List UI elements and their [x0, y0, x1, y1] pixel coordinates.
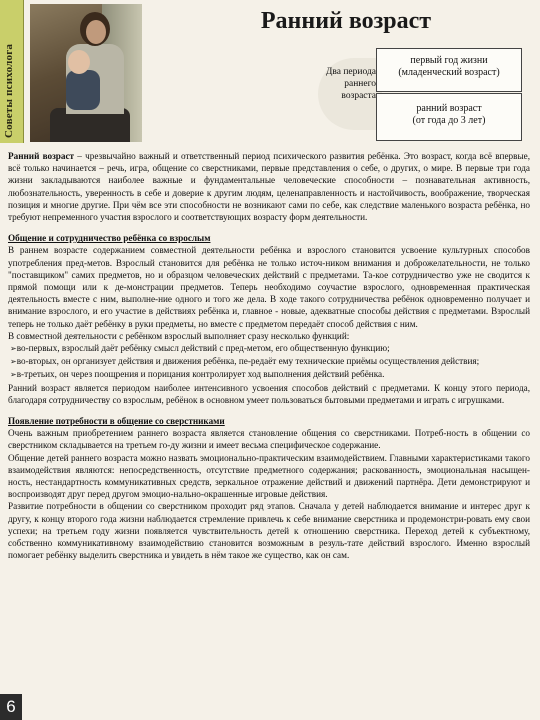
list-item: ➢ во-первых, взрослый даёт ребёнку смысл действий с пред-метом, его общественную функцию;: [8, 342, 530, 355]
section-heading-cooperation: Общение и сотрудничество ребёнка со взрослым: [8, 233, 211, 244]
functions-list: [8, 342, 530, 382]
paragraph: Очень важным приобретением раннего возраста является становление общения со сверстниками. Потреб-ность в общении со сверстником складывается на третьем го-ду жизни и имеет весьма специфическое содержание.: [8, 428, 530, 451]
intro-paragraph: [8, 150, 530, 223]
list-item: ➢ во-вторых, он организует действия и движения ребёнка, пе-редаёт ему технические приёмы осуществления действия;: [8, 355, 530, 368]
list-item: ➢ в-третьих, он через поощрения и порицания контролирует ход выполнения действий ребёнка.: [8, 368, 530, 381]
side-label: Советы психолога: [3, 43, 15, 138]
period-box-line2: (младенческий возраст): [398, 67, 500, 78]
paragraph: Общение детей раннего возраста можно назвать эмоционально-практическим взаимодействием. Главными характеристиками такого взаимодействия являются: непосредственность, отсутствие предметного содержания; раскованность, эмоциональная насыщен-ность, нестандартность коммуникативных средств, зеркальное отражение действий и движений партнёра. Дети демонстрируют и воспроизводят друг перед другом эмоцио-нально-окрашенные игровые действия.: [8, 452, 530, 500]
intro-term: Ранний возраст: [8, 151, 75, 161]
intro-text: – чрезвычайно важный и ответственный период психического развития ребёнка. Это возраст, когда всё впервые, всё только начинается – речь, игра, общение со сверстниками, первые представления о себе, о других, о мире. В первые три года жизни закладываются наиболее важные и фундаментальные человеческие способности – познавательная активность, любознательность, уверенность в себе и доверие к другим людям, целенаправленность и настойчивость, воображение, творческая позиция и многие другие. При чём все эти способности не возникают сами по себе, как следствие маленького возраста ребёнка, но требуют непременного участия взрослого и соответствующих возрасту форм деятельности.: [8, 151, 531, 223]
periods-label: Два периода раннего возраста: [318, 58, 382, 130]
period-box-line2: (от года до 3 лет): [412, 115, 486, 126]
paragraph: Развитие потребности в общении со сверстником проходит ряд этапов. Сначала у детей наблюдается внимание и интерес друг к другу, к концу второго года жизни наблюдается стремление привлечь к себе внимание сверстника и продемонстри-ровать ему свои успехи; на третьем году жизни появляется чувствительность детей к отношению сверстника. Переход детей к субъектному, собственно коммуникативному взаимодействию становится возможным в резуль-тате действий взрослого. Именно взрослый помогает ребёнку выделить сверстника и увидеть в нём такое же существо, как он сам.: [8, 501, 530, 561]
page-title: Ранний возраст: [260, 8, 432, 34]
period-box-line1: первый год жизни: [410, 55, 488, 66]
section-heading-peers: Появление потребности в общение со сверстниками: [8, 416, 225, 427]
period-box-infancy: [376, 48, 522, 92]
side-band: [0, 0, 24, 143]
paragraph: В раннем возрасте содержанием совместной деятельности ребёнка и взрослого становится усвоение культурных способов употребления пред-метов. Взрослый становится для ребёнка не только источ-ником внимания и доброжелательности, не только "поставщиком" самих предметов, но и образцом человеческих действий с предметами. Та-кое сотрудничество уже не сводится к прямой помощи или к де-монстрации предметов. Теперь необходимо соучастие взрослого, одновременная практическая деятельность вместе с ним, выполне-ние одного и того же дела. В ходе такого сотрудничества ребёнок одновременно получает и внимание взрослого, и его участие в действиях ребёнка и, главное - новые, адекватные способы действия с предметами. Взрослый теперь не только даёт ребёнку в руки предметы, но вместе с предметом передаёт способ действия с ним.: [8, 245, 530, 329]
page-number: 6: [0, 694, 22, 720]
period-box-line1: ранний возраст: [416, 103, 482, 114]
paragraph: В совместной деятельности с ребёнком взрослый выполняет сразу несколько функций:: [8, 330, 350, 341]
period-box-early-age: [376, 93, 522, 141]
mother-baby-photo: [30, 4, 142, 142]
article-body: [8, 150, 530, 562]
paragraph: Ранний возраст является периодом наиболее интенсивного усвоения способов действий с предметами. К концу этого периода, благодаря сотрудничеству со взрослым, ребёнок в основном умеет пользоваться бытовыми предметами и играть с игрушками.: [8, 382, 530, 405]
